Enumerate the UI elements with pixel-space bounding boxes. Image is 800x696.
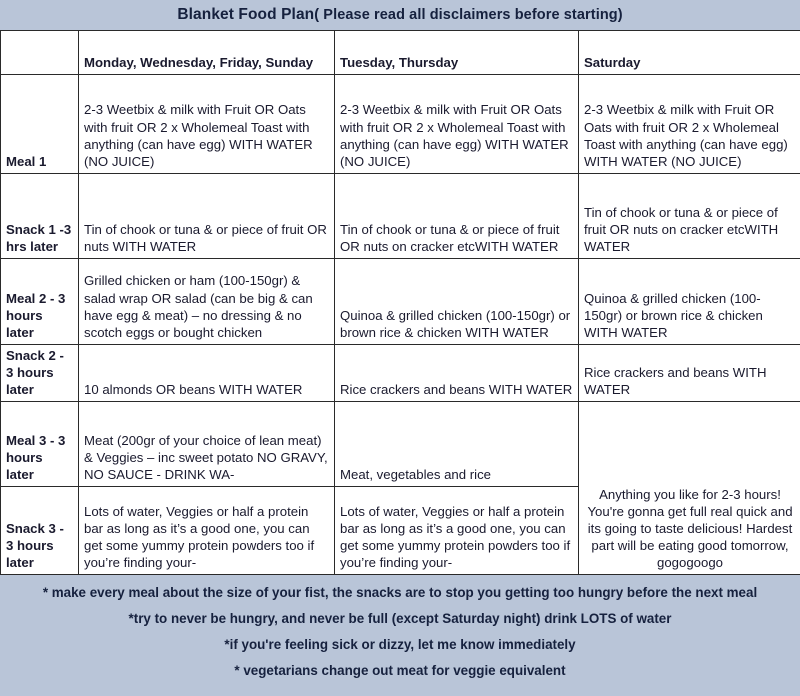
page-title	[0, 0, 800, 30]
table-row	[1, 345, 800, 402]
row-label-meal-3: Meal 3 - 3 hours later	[1, 402, 79, 487]
meal-plan-table	[0, 30, 800, 575]
table-row	[1, 402, 800, 487]
page-title-paren: ( Please read all disclaimers before starting)	[314, 7, 623, 23]
cell-snack-1-mwfs: Tin of chook or tuna & or piece of fruit OR nuts WITH WATER	[79, 174, 335, 259]
cell-meal-3-mwfs: Meat (200gr of your choice of lean meat) & Veggies – inc sweet potato NO GRAVY, NO SAUCE - DRINK WA-	[79, 402, 335, 487]
row-label-meal-2: Meal 2 - 3 hours later	[1, 259, 79, 345]
column-header-mwfs: Monday, Wednesday, Friday, Sunday	[79, 31, 335, 75]
row-label-meal-1: Meal 1	[1, 75, 79, 174]
note-sick-or-dizzy: *if you're feeling sick or dizzy, let me know immediately	[224, 636, 576, 652]
cell-saturday-evening-free: Anything you like for 2-3 hours! You're gonna get full real quick and its going to taste delicious! Hardest part will be eating good tomorrow, gogogoogo	[579, 402, 800, 575]
table-row	[1, 174, 800, 259]
cell-meal-2-saturday: Quinoa & grilled chicken (100-150gr) or brown rice & chicken WITH WATER	[579, 259, 800, 345]
table-header-row	[1, 31, 800, 75]
cell-snack-2-mwfs: 10 almonds OR beans WITH WATER	[79, 345, 335, 402]
note-vegetarians: * vegetarians change out meat for veggie equivalent	[234, 662, 566, 678]
cell-snack-2-saturday: Rice crackers and beans WITH WATER	[579, 345, 800, 402]
cell-meal-2-tuesday-thursday: Quinoa & grilled chicken (100-150gr) or brown rice & chicken WITH WATER	[335, 259, 579, 345]
row-label-snack-3: Snack 3 - 3 hours later	[1, 487, 79, 575]
table-row	[1, 75, 800, 174]
column-header-saturday: Saturday	[579, 31, 800, 75]
note-hunger: *try to never be hungry, and never be full (except Saturday night) drink LOTS of water	[128, 611, 672, 627]
page-title-main: Blanket Food Plan	[177, 6, 315, 23]
cell-snack-1-saturday: Tin of chook or tuna & or piece of fruit OR nuts on cracker etcWITH WATER	[579, 174, 800, 259]
disclaimer-notes	[0, 575, 800, 684]
cell-snack-2-tuesday-thursday: Rice crackers and beans WITH WATER	[335, 345, 579, 402]
row-label-snack-1: Snack 1 -3 hrs later	[1, 174, 79, 259]
cell-meal-3-tuesday-thursday: Meat, vegetables and rice	[335, 402, 579, 487]
row-label-snack-2: Snack 2 - 3 hours later	[1, 345, 79, 402]
cell-meal-2-mwfs: Grilled chicken or ham (100-150gr) & salad wrap OR salad (can be big & can have egg & meat) – no dressing & no scotch eggs or bought chicken	[79, 259, 335, 345]
cell-snack-3-tuesday-thursday: Lots of water, Veggies or half a protein bar as long as it’s a good one, you can get some yummy protein powders too if you’re finding your-	[335, 487, 579, 575]
cell-snack-1-tuesday-thursday: Tin of chook or tuna & or piece of fruit OR nuts on cracker etcWITH WATER	[335, 174, 579, 259]
note-meal-size: * make every meal about the size of your fist, the snacks are to stop you getting too hungry before the next meal	[42, 585, 758, 601]
page-title-text	[177, 6, 622, 24]
column-header-tuesday-thursday: Tuesday, Thursday	[335, 31, 579, 75]
cell-snack-3-mwfs: Lots of water, Veggies or half a protein bar as long as it’s a good one, you can get some yummy protein powders too if you’re finding your-	[79, 487, 335, 575]
cell-meal-1-saturday: 2-3 Weetbix & milk with Fruit OR Oats with fruit OR 2 x Wholemeal Toast with anything (can have egg) WITH WATER (NO JUICE)	[579, 75, 800, 174]
cell-meal-1-mwfs: 2-3 Weetbix & milk with Fruit OR Oats with fruit OR 2 x Wholemeal Toast with anything (can have egg) WITH WATER (NO JUICE)	[79, 75, 335, 174]
table-row	[1, 259, 800, 345]
cell-meal-1-tuesday-thursday: 2-3 Weetbix & milk with Fruit OR Oats with fruit OR 2 x Wholemeal Toast with anything (can have egg) WITH WATER (NO JUICE)	[335, 75, 579, 174]
header-corner-blank	[1, 31, 79, 75]
